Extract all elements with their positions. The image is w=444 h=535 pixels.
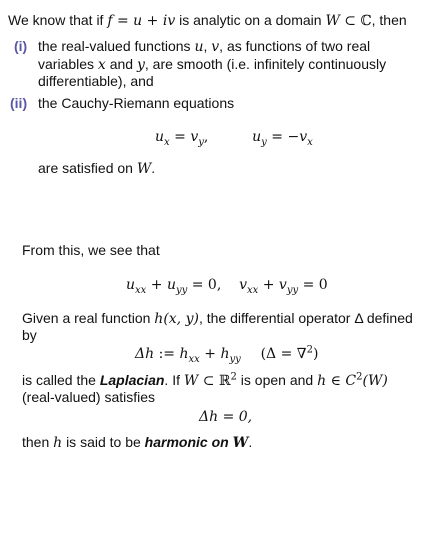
var-v: v bbox=[190, 129, 199, 145]
called-line-1 bbox=[22, 372, 388, 390]
subscript: yy bbox=[286, 284, 299, 296]
var-h: h bbox=[179, 346, 189, 362]
subscript: xx bbox=[247, 284, 259, 296]
laplacian-term: Laplacian bbox=[99, 372, 165, 388]
var-v: v bbox=[211, 39, 220, 55]
var-v: v bbox=[239, 277, 247, 293]
given-line-2 bbox=[22, 327, 37, 344]
var-u: u bbox=[252, 129, 262, 145]
var-W: W bbox=[325, 13, 340, 29]
eq-sign: = 0 bbox=[298, 277, 328, 293]
subscript: x bbox=[164, 136, 170, 148]
eq-sign: = 0, bbox=[187, 277, 222, 293]
subscript: y bbox=[261, 136, 267, 148]
text: and bbox=[109, 56, 134, 72]
eq-sign: = − bbox=[266, 129, 300, 145]
var-C: C bbox=[345, 373, 357, 389]
note: ) bbox=[312, 346, 319, 362]
intro-prefix: We know that if bbox=[8, 12, 104, 28]
subscript: x bbox=[307, 136, 313, 148]
item-2-label: (ii) bbox=[10, 95, 28, 111]
assign-sign: := bbox=[154, 346, 180, 362]
var-W: W bbox=[232, 435, 249, 451]
period: . bbox=[151, 160, 156, 176]
satisfied-line bbox=[38, 160, 155, 178]
plus-sign: + bbox=[199, 346, 221, 362]
intro-line bbox=[8, 12, 407, 30]
given-line-1 bbox=[22, 310, 413, 328]
subscript: xx bbox=[135, 284, 147, 296]
plus-sign: + bbox=[142, 13, 163, 29]
subscript: xx bbox=[188, 353, 200, 365]
var-h: h bbox=[53, 435, 63, 451]
plus-sign: + bbox=[258, 277, 279, 293]
text: by bbox=[22, 327, 37, 343]
note: (Δ = ∇ bbox=[260, 346, 307, 362]
var-u: u bbox=[126, 277, 136, 293]
var-h: h bbox=[317, 373, 327, 389]
item-2 bbox=[10, 95, 27, 112]
var-v: v bbox=[278, 277, 287, 293]
text: , are smooth (i.e. infinitely continuously bbox=[144, 56, 387, 72]
text: then bbox=[22, 434, 50, 450]
subscript: yy bbox=[229, 353, 241, 365]
var-u: u bbox=[133, 13, 143, 29]
text: (real-valued) satisfies bbox=[22, 389, 156, 405]
called-line-2 bbox=[22, 389, 155, 406]
intro-suffix: , then bbox=[371, 12, 407, 28]
superscript: 2 bbox=[306, 344, 313, 356]
var-h: h bbox=[220, 346, 230, 362]
var-h: h bbox=[154, 311, 164, 327]
item-1-line-2 bbox=[38, 56, 386, 74]
from-this-line bbox=[22, 242, 160, 259]
subset-sign: ⊂ bbox=[339, 13, 361, 29]
comma: , bbox=[203, 129, 209, 145]
text: . If bbox=[164, 372, 180, 388]
in-sign: ∈ bbox=[326, 373, 346, 389]
var-u: u bbox=[194, 39, 204, 55]
eq-sign: = bbox=[112, 13, 134, 29]
args: (x, y) bbox=[163, 311, 199, 327]
subset-R: ⊂ ℝ bbox=[198, 373, 231, 389]
text: , as functions of two real bbox=[219, 38, 371, 54]
text: the real-valued functions bbox=[38, 38, 191, 54]
superscript: 2 bbox=[356, 371, 363, 383]
item-1-line-1 bbox=[38, 38, 370, 56]
var-v: v bbox=[299, 129, 308, 145]
paren-W: (W) bbox=[362, 373, 388, 389]
text: variables bbox=[38, 56, 95, 72]
var-W: W bbox=[136, 161, 152, 177]
var-x: x bbox=[97, 57, 106, 73]
harmonic-equation bbox=[199, 408, 252, 426]
cauchy-riemann-equations bbox=[155, 128, 313, 146]
eq-sign: = bbox=[169, 129, 191, 145]
var-W: W bbox=[183, 373, 199, 389]
item-1 bbox=[14, 38, 27, 55]
text: the Cauchy-Riemann equations bbox=[38, 95, 235, 111]
var-u: u bbox=[166, 277, 176, 293]
var-y: y bbox=[136, 57, 145, 73]
text: differentiable), and bbox=[38, 73, 154, 89]
text: From this, we see that bbox=[22, 242, 160, 258]
text: , the differential operator Δ defined bbox=[198, 310, 413, 326]
period: . bbox=[248, 434, 253, 450]
comma: , bbox=[203, 38, 208, 54]
harmonic-term: harmonic on bbox=[144, 434, 229, 450]
laplace-equations bbox=[126, 276, 328, 294]
superscript: 2 bbox=[230, 371, 237, 383]
intro-mid: is analytic on a domain bbox=[175, 12, 322, 28]
var-u: u bbox=[155, 129, 165, 145]
var-f: f bbox=[107, 13, 113, 29]
item-2-text bbox=[38, 95, 234, 112]
text: is called the bbox=[22, 372, 96, 388]
text: is open and bbox=[236, 372, 314, 388]
item-1-line-3 bbox=[38, 73, 154, 90]
subscript: y bbox=[198, 136, 204, 148]
text: are satisfied on bbox=[38, 160, 133, 176]
laplacian-definition bbox=[135, 345, 318, 363]
var-iv: iv bbox=[162, 13, 176, 29]
text: is said to be bbox=[66, 434, 141, 450]
complex-symbol: ℂ bbox=[360, 13, 372, 29]
item-1-label: (i) bbox=[14, 38, 28, 54]
equation: Δh = 0, bbox=[199, 409, 253, 425]
text: Given a real function bbox=[22, 310, 151, 326]
plus-sign: + bbox=[146, 277, 167, 293]
subscript: yy bbox=[175, 284, 188, 296]
harmonic-line bbox=[22, 434, 252, 452]
delta-h: Δh bbox=[135, 346, 155, 362]
